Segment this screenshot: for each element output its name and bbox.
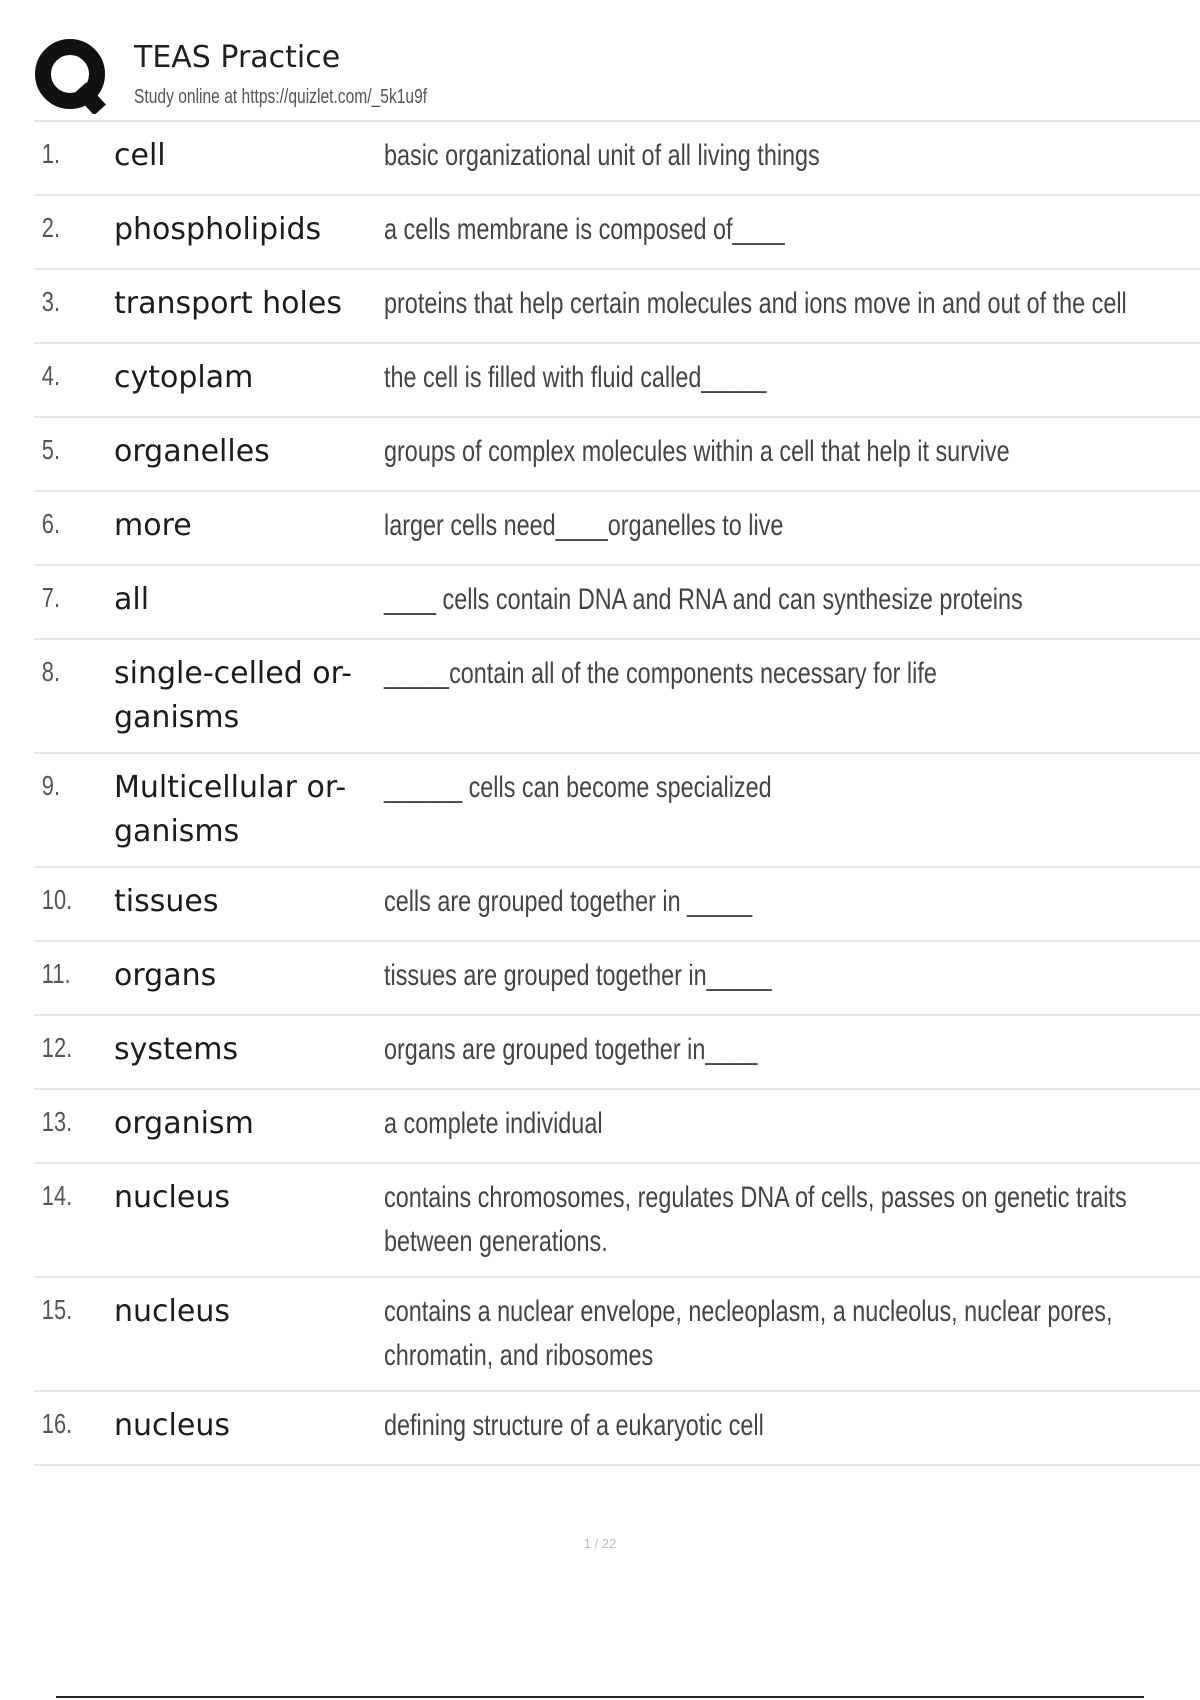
term-number: 4. (41, 360, 61, 391)
term-definition: a cells membrane is composed of____ (384, 213, 785, 246)
term-row (34, 942, 1200, 1016)
term-row (34, 344, 1200, 418)
term-text: transport holes (114, 286, 342, 321)
term-text: phospholipids (114, 212, 322, 247)
term-text: organs (114, 958, 217, 993)
term-number: 9. (41, 770, 61, 801)
term-definition: a complete individual (384, 1107, 603, 1140)
term-number: 1. (41, 138, 61, 169)
term-number: 13. (41, 1106, 73, 1137)
term-number: 14. (41, 1180, 73, 1211)
term-definition: organs are grouped together in____ (384, 1033, 758, 1066)
terms-list (34, 122, 1200, 1466)
term-definition: basic organizational unit of all living things (384, 139, 820, 172)
term-text: organism (114, 1106, 254, 1141)
term-definition: groups of complex molecules within a cell that help it survive (384, 435, 1010, 468)
term-text: nucleus (114, 1408, 230, 1443)
term-definition: larger cells need____organelles to live (384, 509, 784, 542)
term-definition: ____ cells contain DNA and RNA and can synthesize proteins (384, 583, 1023, 616)
term-text: all (114, 582, 150, 617)
term-row (34, 1392, 1200, 1466)
term-text: nucleus (114, 1294, 230, 1329)
term-text: organelles (114, 434, 270, 469)
term-text: more (114, 508, 192, 543)
term-definition: proteins that help certain molecules and ions move in and out of the cell (384, 287, 1127, 320)
term-text: nucleus (114, 1180, 230, 1215)
page-number: 1 / 22 (583, 1536, 617, 1551)
page-title: TEAS Practice (134, 40, 341, 75)
term-definition: defining structure of a eukaryotic cell (384, 1409, 764, 1442)
term-number: 12. (41, 1032, 73, 1063)
term-row (34, 1164, 1200, 1278)
term-definition: _____contain all of the components necessary for life (384, 657, 937, 690)
page-bottom-rule (56, 1696, 1144, 1698)
term-row (34, 1016, 1200, 1090)
term-definition: ______ cells can become specialized (384, 771, 772, 804)
term-row (34, 868, 1200, 942)
term-row (34, 1090, 1200, 1164)
term-number: 7. (41, 582, 61, 613)
term-number: 2. (41, 212, 61, 243)
term-number: 11. (41, 958, 71, 989)
term-number: 5. (41, 434, 61, 465)
term-text: tissues (114, 884, 219, 919)
term-definition: contains chromosomes, regulates DNA of cells, passes on genetic traits between generations. (384, 1181, 1127, 1258)
term-definition: cells are grouped together in _____ (384, 885, 753, 918)
term-text: systems (114, 1032, 239, 1067)
term-number: 15. (41, 1294, 73, 1325)
term-number: 3. (41, 286, 61, 317)
term-row (34, 270, 1200, 344)
term-row (34, 492, 1200, 566)
term-definition: contains a nuclear envelope, necleoplasm, a nucleolus, nuclear pores, chromatin, and ribosomes (384, 1295, 1113, 1372)
term-row (34, 640, 1200, 754)
term-row (34, 418, 1200, 492)
term-row (34, 566, 1200, 640)
term-definition: the cell is filled with fluid called_____ (384, 361, 767, 394)
quizlet-logo-icon (34, 36, 112, 114)
term-text: Multicellular or- ganisms (114, 770, 347, 849)
term-definition: tissues are grouped together in_____ (384, 959, 772, 992)
term-row (34, 1278, 1200, 1392)
term-number: 10. (41, 884, 73, 915)
term-row (34, 754, 1200, 868)
term-text: single-celled or- ganisms (114, 656, 352, 735)
term-row (34, 122, 1200, 196)
term-number: 6. (41, 508, 61, 539)
term-row (34, 196, 1200, 270)
page-header (34, 36, 1200, 120)
term-number: 8. (41, 656, 61, 687)
term-text: cytoplam (114, 360, 254, 395)
term-text: cell (114, 138, 166, 173)
study-online-link[interactable]: Study online at https://quizlet.com/_5k1u9f (134, 86, 428, 108)
term-number: 16. (41, 1408, 73, 1439)
